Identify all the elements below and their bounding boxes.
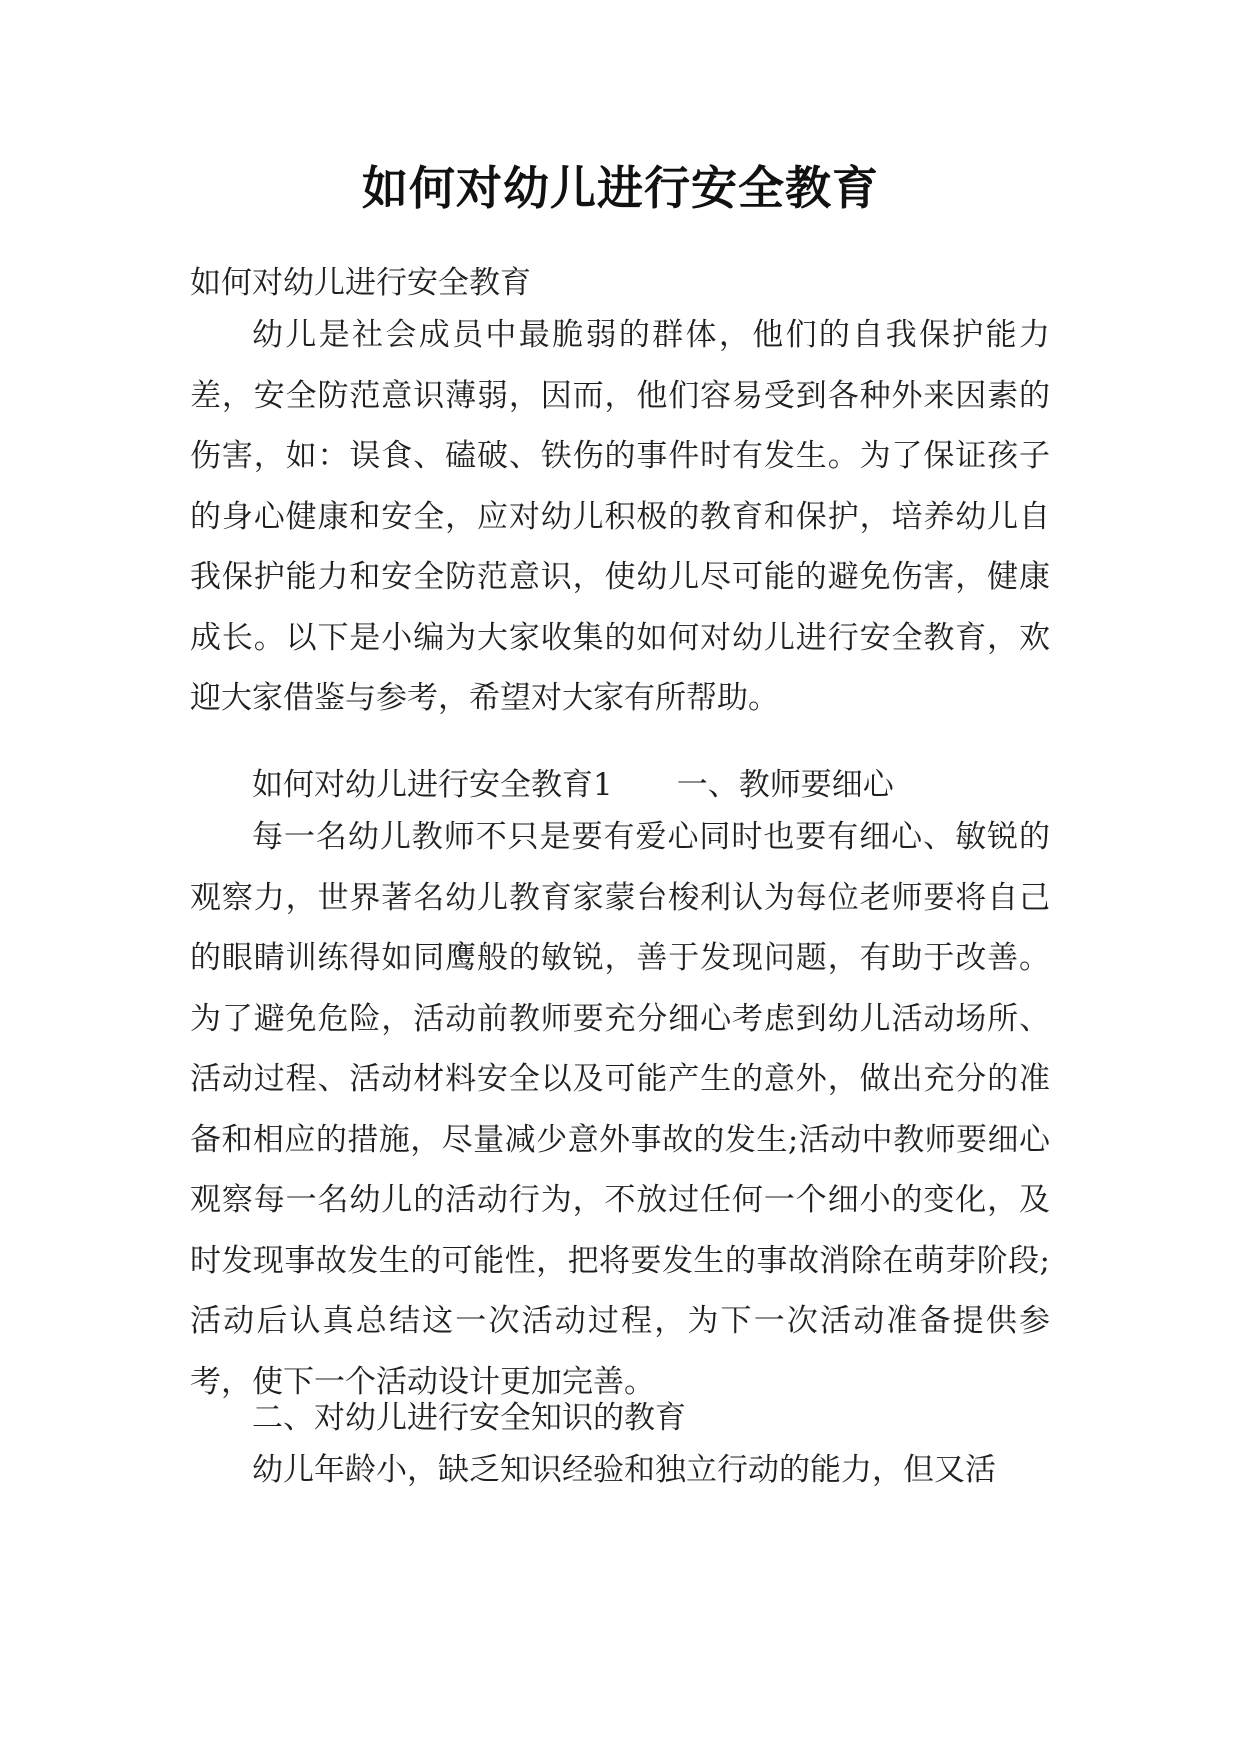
section1-heading: 一、教师要细心 (676, 767, 894, 803)
document-subtitle: 如何对幼儿进行安全教育 (190, 265, 531, 301)
section1-title-row (252, 765, 894, 805)
document-title: 如何对幼儿进行安全教育 (362, 161, 879, 215)
section1-paragraph: 每一名幼儿教师不只是要有爱心同时也要有细心、敏锐的观察力，世界著名幼儿教育家蒙台梭利认为每位老师要将自己的眼睛训练得如同鹰般的敏锐，善于发现问题，有助于改善。为了避免危险，活动前教师要充分细心考虑到幼儿活动场所、活动过程、活动材料安全以及可能产生的意外，做出充分的准备和相应的措施，尽量减少意外事故的发生;活动中教师要细心观察每一名幼儿的活动行为，不放过任何一个细小的变化，及时发现事故发生的可能性，把将要发生的事故消除在萌芽阶段;活动后认真总结这一次活动过程，为下一次活动准备提供参考，使下一个活动设计更加完善。 (190, 819, 1050, 1400)
section2-heading: 二、对幼儿进行安全知识的教育 (252, 1400, 686, 1436)
section2-paragraph: 幼儿年龄小，缺乏知识经验和独立行动的能力，但又活 (252, 1452, 996, 1488)
intro-paragraph: 幼儿是社会成员中最脆弱的群体，他们的自我保护能力差，安全防范意识薄弱，因而，他们容易受到各种外来因素的伤害，如：误食、磕破、铁伤的事件时有发生。为了保证孩子的身心健康和安全，应对幼儿积极的教育和保护，培养幼儿自我保护能力和安全防范意识，使幼儿尽可能的避免伤害，健康成长。以下是小编为大家收集的如何对幼儿进行安全教育，欢迎大家借鉴与参考，希望对大家有所帮助。 (190, 317, 1050, 716)
section1-title: 如何对幼儿进行安全教育1 (252, 767, 613, 803)
